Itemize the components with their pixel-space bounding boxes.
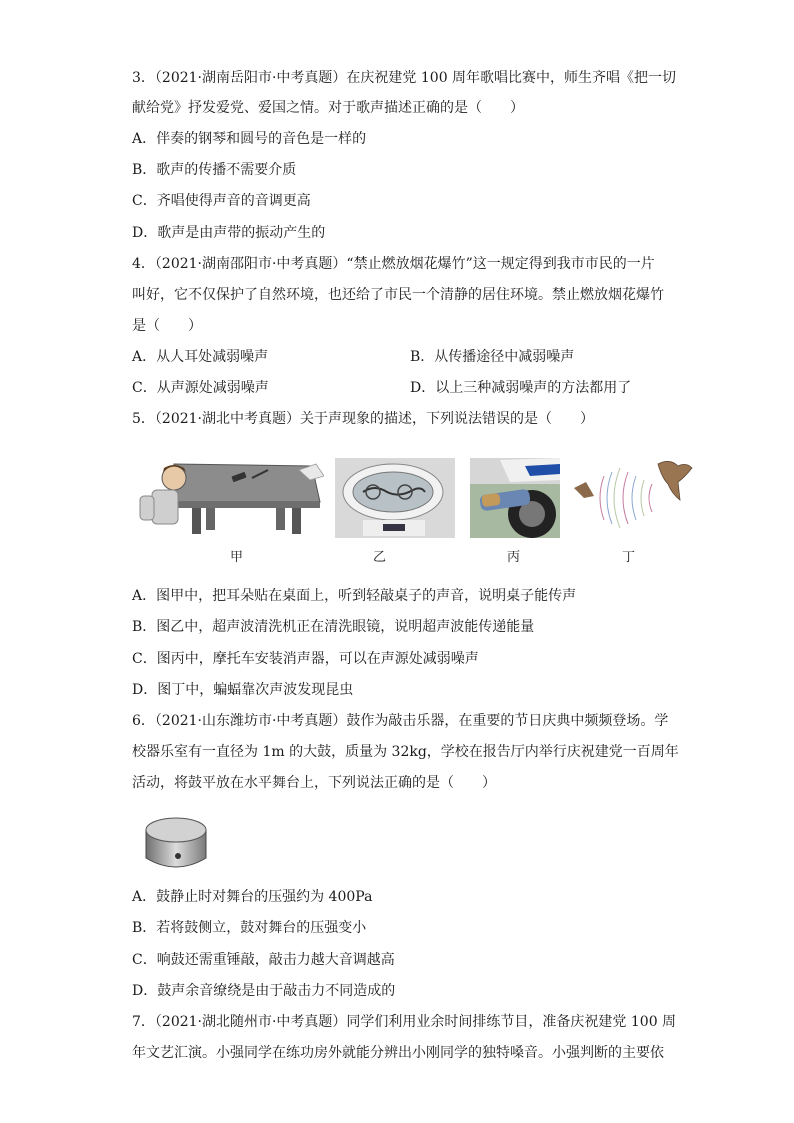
q5-option-a: A．图甲中，把耳朵贴在桌面上，听到轻敲桌子的声音，说明桌子能传声 bbox=[132, 588, 577, 604]
q6-stem-line1: 6．（2021·山东潍坊市·中考真题）鼓作为敲击乐器，在重要的节日庆典中频频登场。学 bbox=[132, 713, 669, 729]
caption-jia: 甲 bbox=[230, 550, 244, 565]
q6-stem-line2: 校器乐室有一直径为 1m 的大鼓，质量为 32kg，学校在报告厅内举行庆祝建党一百周年 bbox=[132, 744, 679, 760]
q3-option-d: D．歌声是由声带的振动产生的 bbox=[132, 225, 326, 241]
q3-option-a: A．伴奏的钢琴和圆号的音色是一样的 bbox=[132, 131, 367, 147]
q5-figure-row bbox=[134, 458, 694, 558]
q3-option-c: C．齐唱使得声音的音调更高 bbox=[132, 193, 311, 209]
caption-ding: 丁 bbox=[622, 550, 636, 565]
q3-option-b: B．歌声的传播不需要介质 bbox=[132, 162, 297, 178]
caption-bing: 丙 bbox=[507, 550, 521, 565]
q4-stem-line1: 4．（2021·湖南邵阳市·中考真题）“禁止燃放烟花爆竹”这一规定得到我市市民的一片 bbox=[132, 256, 655, 272]
q6-option-a: A．鼓静止时对舞台的压强约为 400Pa bbox=[132, 889, 373, 905]
q6-option-c: C．响鼓还需重锤敲，敲击力越大音调越高 bbox=[132, 952, 395, 968]
q5-option-c: C．图丙中，摩托车安装消声器，可以在声源处减弱噪声 bbox=[132, 651, 479, 667]
q5-option-b: B．图乙中，超声波清洗机正在清洗眼镜，说明超声波能传递能量 bbox=[132, 619, 535, 635]
q3-stem-line1: 3．（2021·湖南岳阳市·中考真题）在庆祝建党 100 周年歌唱比赛中，师生齐唱《把一切 bbox=[132, 70, 677, 86]
q3-stem-line2: 献给党》抒发爱党、爱国之情。对于歌声描述正确的是（ ） bbox=[132, 100, 524, 116]
drum-image bbox=[142, 814, 210, 876]
figure-yi-ultrasonic-cleaner bbox=[335, 458, 455, 538]
q6-option-b: B．若将鼓侧立，鼓对舞台的压强变小 bbox=[132, 920, 367, 936]
q6-option-d: D．鼓声余音缭绕是由于敲击力不同造成的 bbox=[132, 983, 396, 999]
q4-option-c: C．从声源处减弱噪声 bbox=[132, 380, 269, 396]
q4-option-d: D．以上三种减弱噪声的方法都用了 bbox=[410, 380, 632, 396]
figure-bing-motorcycle-silencer bbox=[470, 458, 560, 538]
q5-stem: 5．（2021·湖北中考真题）关于声现象的描述，下列说法错误的是（ ） bbox=[132, 411, 594, 427]
figure-ding-bat-echolocation bbox=[574, 458, 694, 538]
q4-option-b: B．从传播途径中减弱噪声 bbox=[410, 349, 575, 365]
q4-stem-line3: 是（ ） bbox=[132, 318, 202, 334]
caption-yi: 乙 bbox=[373, 550, 387, 565]
q7-stem-line1: 7．（2021·湖北随州市·中考真题）同学们利用业余时间排练节目，准备庆祝建党 100 周 bbox=[132, 1014, 677, 1030]
q5-option-d: D．图丁中，蝙蝠靠次声波发现昆虫 bbox=[132, 682, 354, 698]
q6-stem-line3: 活动，将鼓平放在水平舞台上，下列说法正确的是（ ） bbox=[132, 775, 496, 791]
figure-jia-table-listening bbox=[134, 458, 324, 538]
q4-option-a: A．从人耳处减弱噪声 bbox=[132, 349, 269, 365]
q4-stem-line2: 叫好，它不仅保护了自然环境，也还给了市民一个清静的居住环境。禁止燃放烟花爆竹 bbox=[132, 287, 664, 303]
q7-stem-line2: 年文艺汇演。小强同学在练功房外就能分辨出小刚同学的独特嗓音。小强判断的主要依 bbox=[132, 1045, 664, 1061]
